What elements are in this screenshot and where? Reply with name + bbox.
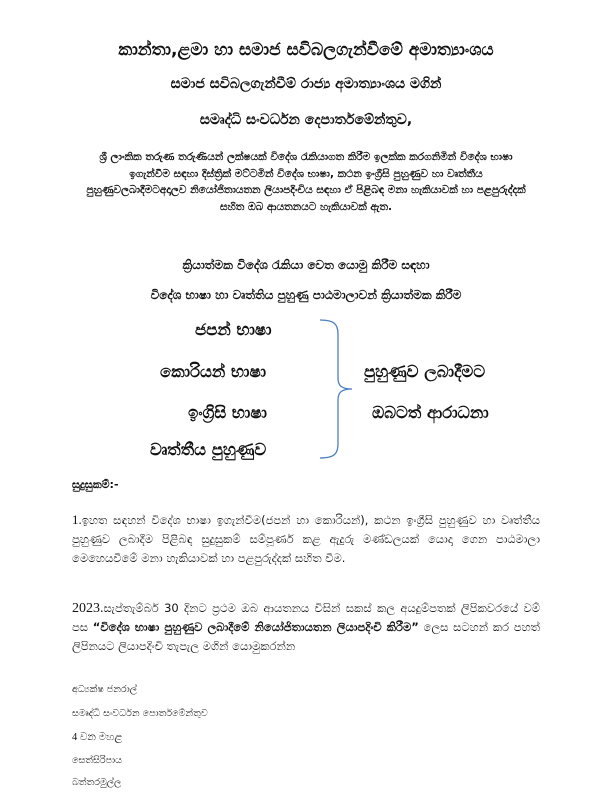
qualifications-heading: සුදුසුකම්:- [72, 478, 119, 491]
department-subtitle: සමෘද්ධි සංවර්ධන දෙපාර්තමේන්තුව, [199, 112, 413, 128]
state-ministry-subtitle: සමාජ සවිබලගැන්වීම් රාජ්‍ය අමාත්‍යාංශය මගින් [170, 76, 442, 92]
address-line-4: සෙත්සිරිපාය [72, 755, 122, 766]
para2-text-b: ලෙස සටහන් කර පහත් ලිපිනයට ලියාපදිංචි තැපැල මගින් යොමුකරන්න [72, 620, 540, 653]
para1-text: ඉහත සඳහන් විදේශ භාෂා ඉගැන්වීම(ජපන් හා කොරියන්), කථන ඉංග්‍රීසි පුහුණුව හා වෘත්තීය පුහුණුව ලබාදීම පිළිබඳ සුදුසුකම් සම්පූර්ණ කළ ඇදුරු මණ්ඩලයක් යොදා ගෙන පාඨමාලා මෙහෙයවීමේ මනා හැකියාවක් හා පළපුරුද්දක් සහිත වීම. [72, 513, 540, 565]
address-line-1: අධ්‍යක්ෂ ජනරාල් [72, 684, 138, 695]
cta-line-1: ක්‍රියාත්මක විදේශ රැකියා වෙත යොමු කිරීම සඳහා [182, 258, 430, 272]
para1-number: 1. [72, 512, 82, 527]
course-english: ඉංග්‍රිසි භාෂා [188, 403, 267, 422]
para2-date: 2023. [72, 601, 104, 616]
right-label-training: පුහුණුව ලබාදීමට [364, 362, 486, 381]
para2-bold: “විදේශ භාෂා පුහුණුව ලබාදීමේ නියෝජිතායතන ලියාපදිංචි කිරීම” [92, 620, 419, 634]
course-japanese: ජපන් භාෂා [195, 320, 272, 339]
cta-line-2: විදේශ භාෂා හා වෘත්තිය පුහුණු පාඨමාලාවන් ක්‍රියාත්මක කිරීම [150, 288, 462, 302]
application-paragraph [72, 599, 540, 656]
course-korean: කොරියන් භාෂා [160, 362, 267, 381]
address-line-3: 4 වන මහළ [72, 732, 123, 743]
page-title: කාන්තා,ළමා හා සමාජ සවිබලගැන්වීමේ අමාත්‍යාංශය [118, 40, 494, 60]
intro-paragraph: ශ්‍රී ලාංකික තරුණ තරුණියන් ලක්ෂයක් විදේශ රැකියාගත කිරීම ඉලක්ක කරගනිමින් විදේශ භාෂා ඉගැන්වීම සඳහා දිස්ත්‍රික් මට්ටමින් විදේශ භාෂා, කථන ඉංග්‍රීසි පුහුණුව හා වෘත්තීය පුහුණුවලබාදීමටඅදාලව නියෝජිතායතන ලියාපදිංචිය සඳහා ඒ පිළිබඳ මනා හැකියාවක් හා පළපුරුද්දක් සහිත ඔබ ආයතනයට හැකියාවක් ඇත. [86, 151, 526, 213]
address-line-5: බත්තරමුල්ල [72, 777, 122, 788]
address-line-2: සමෘද්ධි සංවර්ධන පොර්තමේන්තුව [72, 708, 208, 719]
right-label-invitation: ඔබටත් ආරාධනා [372, 403, 489, 422]
para2-text-a: සැප්තැම්බර් 30 දිනට ප්‍රථම ඔබ ආයතනය විසින් සකස් කල අයදුම්පතක් ලිපිකවරයේ වම් පස [72, 601, 540, 634]
curly-brace-icon [318, 318, 358, 460]
qualification-paragraph-1 [72, 510, 540, 568]
course-vocational: වෘත්තීය පුහුණුව [150, 440, 267, 459]
